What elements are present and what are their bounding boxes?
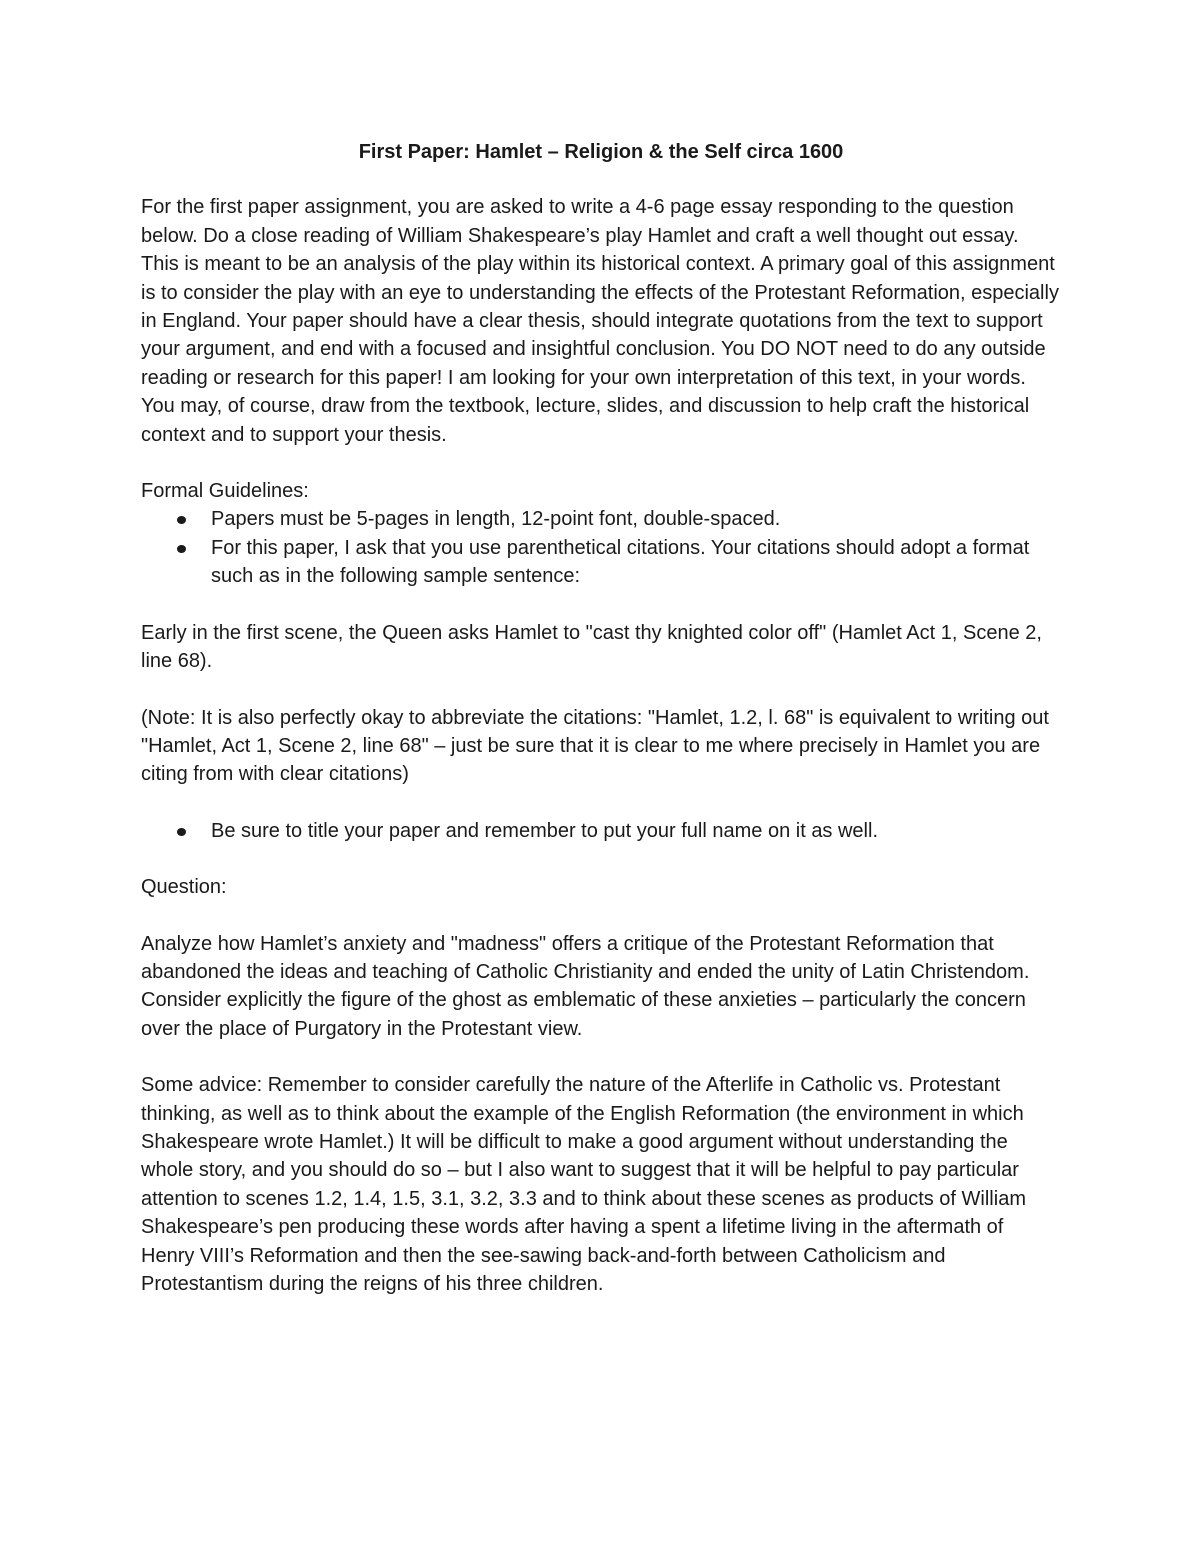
list-item-text: Be sure to title your paper and remember to put your full name on it as well. bbox=[211, 819, 879, 842]
spacer bbox=[141, 1043, 1061, 1071]
list-item bbox=[141, 534, 1061, 591]
bullet-icon bbox=[177, 516, 186, 524]
spacer bbox=[141, 591, 1061, 619]
guidelines-heading: Formal Guidelines: bbox=[141, 480, 309, 503]
spacer bbox=[141, 676, 1061, 704]
list-item bbox=[141, 817, 1061, 845]
spacer bbox=[141, 902, 1061, 930]
spacer bbox=[141, 789, 1061, 817]
citation-note: (Note: It is also perfectly okay to abbreviate the citations: "Hamlet, 1.2, l. 68" is equivalent to writing out "Hamlet, Act 1, Scene 2, line 68" – just be sure that it is clear to me where precisely in Hamlet you are citing from with clear citations) bbox=[141, 706, 1049, 786]
intro-paragraph: For the first paper assignment, you are asked to write a 4-6 page essay responding to the question below. Do a close reading of William Shakespeare’s play Hamlet and craft a well thought out essay. This is meant to be an analysis of the play within its historical context. A primary goal of this assignment is to consider the play with an eye to understanding the effects of the Protestant Reformation, especially in England. Your paper should have a clear thesis, should integrate quotations from the text to support your argument, and end with a focused and insightful conclusion. You DO NOT need to do any outside reading or research for this paper! I am looking for your own interpretation of this text, in your words. You may, of course, draw from the textbook, lecture, slides, and discussion to help craft the historical context and to support your thesis. bbox=[141, 196, 1059, 446]
question-heading: Question: bbox=[141, 876, 227, 899]
bullet-icon bbox=[177, 828, 186, 836]
question-paragraph: Analyze how Hamlet’s anxiety and "madness" offers a critique of the Protestant Reformation that abandoned the ideas and teaching of Catholic Christianity and ended the unity of Latin Christendom. Consider explicitly the figure of the ghost as emblematic of these anxieties – particularly the concern over the place of Purgatory in the Protestant view. bbox=[141, 932, 1030, 1040]
bullet-icon bbox=[177, 545, 186, 553]
list-item bbox=[141, 505, 1061, 533]
list-item-text: Papers must be 5-pages in length, 12-point font, double-spaced. bbox=[211, 508, 781, 531]
spacer bbox=[141, 449, 1061, 477]
document-title: First Paper: Hamlet – Religion & the Self circa 1600 bbox=[358, 141, 844, 163]
guidelines-list bbox=[141, 505, 1061, 590]
advice-paragraph: Some advice: Remember to consider carefully the nature of the Afterlife in Catholic vs. Protestant thinking, as well as to think about the example of the English Reformation (the environment in which Shakespeare wrote Hamlet.) It will be difficult to make a good argument without understanding the whole story, and you should do so – but I also want to suggest that it will be helpful to pay particular attention to scenes 1.2, 1.4, 1.5, 3.1, 3.2, 3.3 and to think about these scenes as products of William Shakespeare’s pen producing these words after having a spent a lifetime living in the aftermath of Henry VIII’s Reformation and then the see-sawing back-and-forth between Catholicism and Protestantism during the reigns of his three children. bbox=[141, 1074, 1026, 1295]
list-item-text: For this paper, I ask that you use parenthetical citations. Your citations should adopt a format such as in the following sample sentence: bbox=[211, 536, 1030, 588]
document-page bbox=[141, 138, 1061, 1298]
spacer bbox=[141, 845, 1061, 873]
final-guideline-list bbox=[141, 817, 1061, 845]
sample-sentence: Early in the first scene, the Queen asks Hamlet to "cast thy knighted color off" (Hamlet Act 1, Scene 2, line 68). bbox=[141, 621, 1042, 673]
